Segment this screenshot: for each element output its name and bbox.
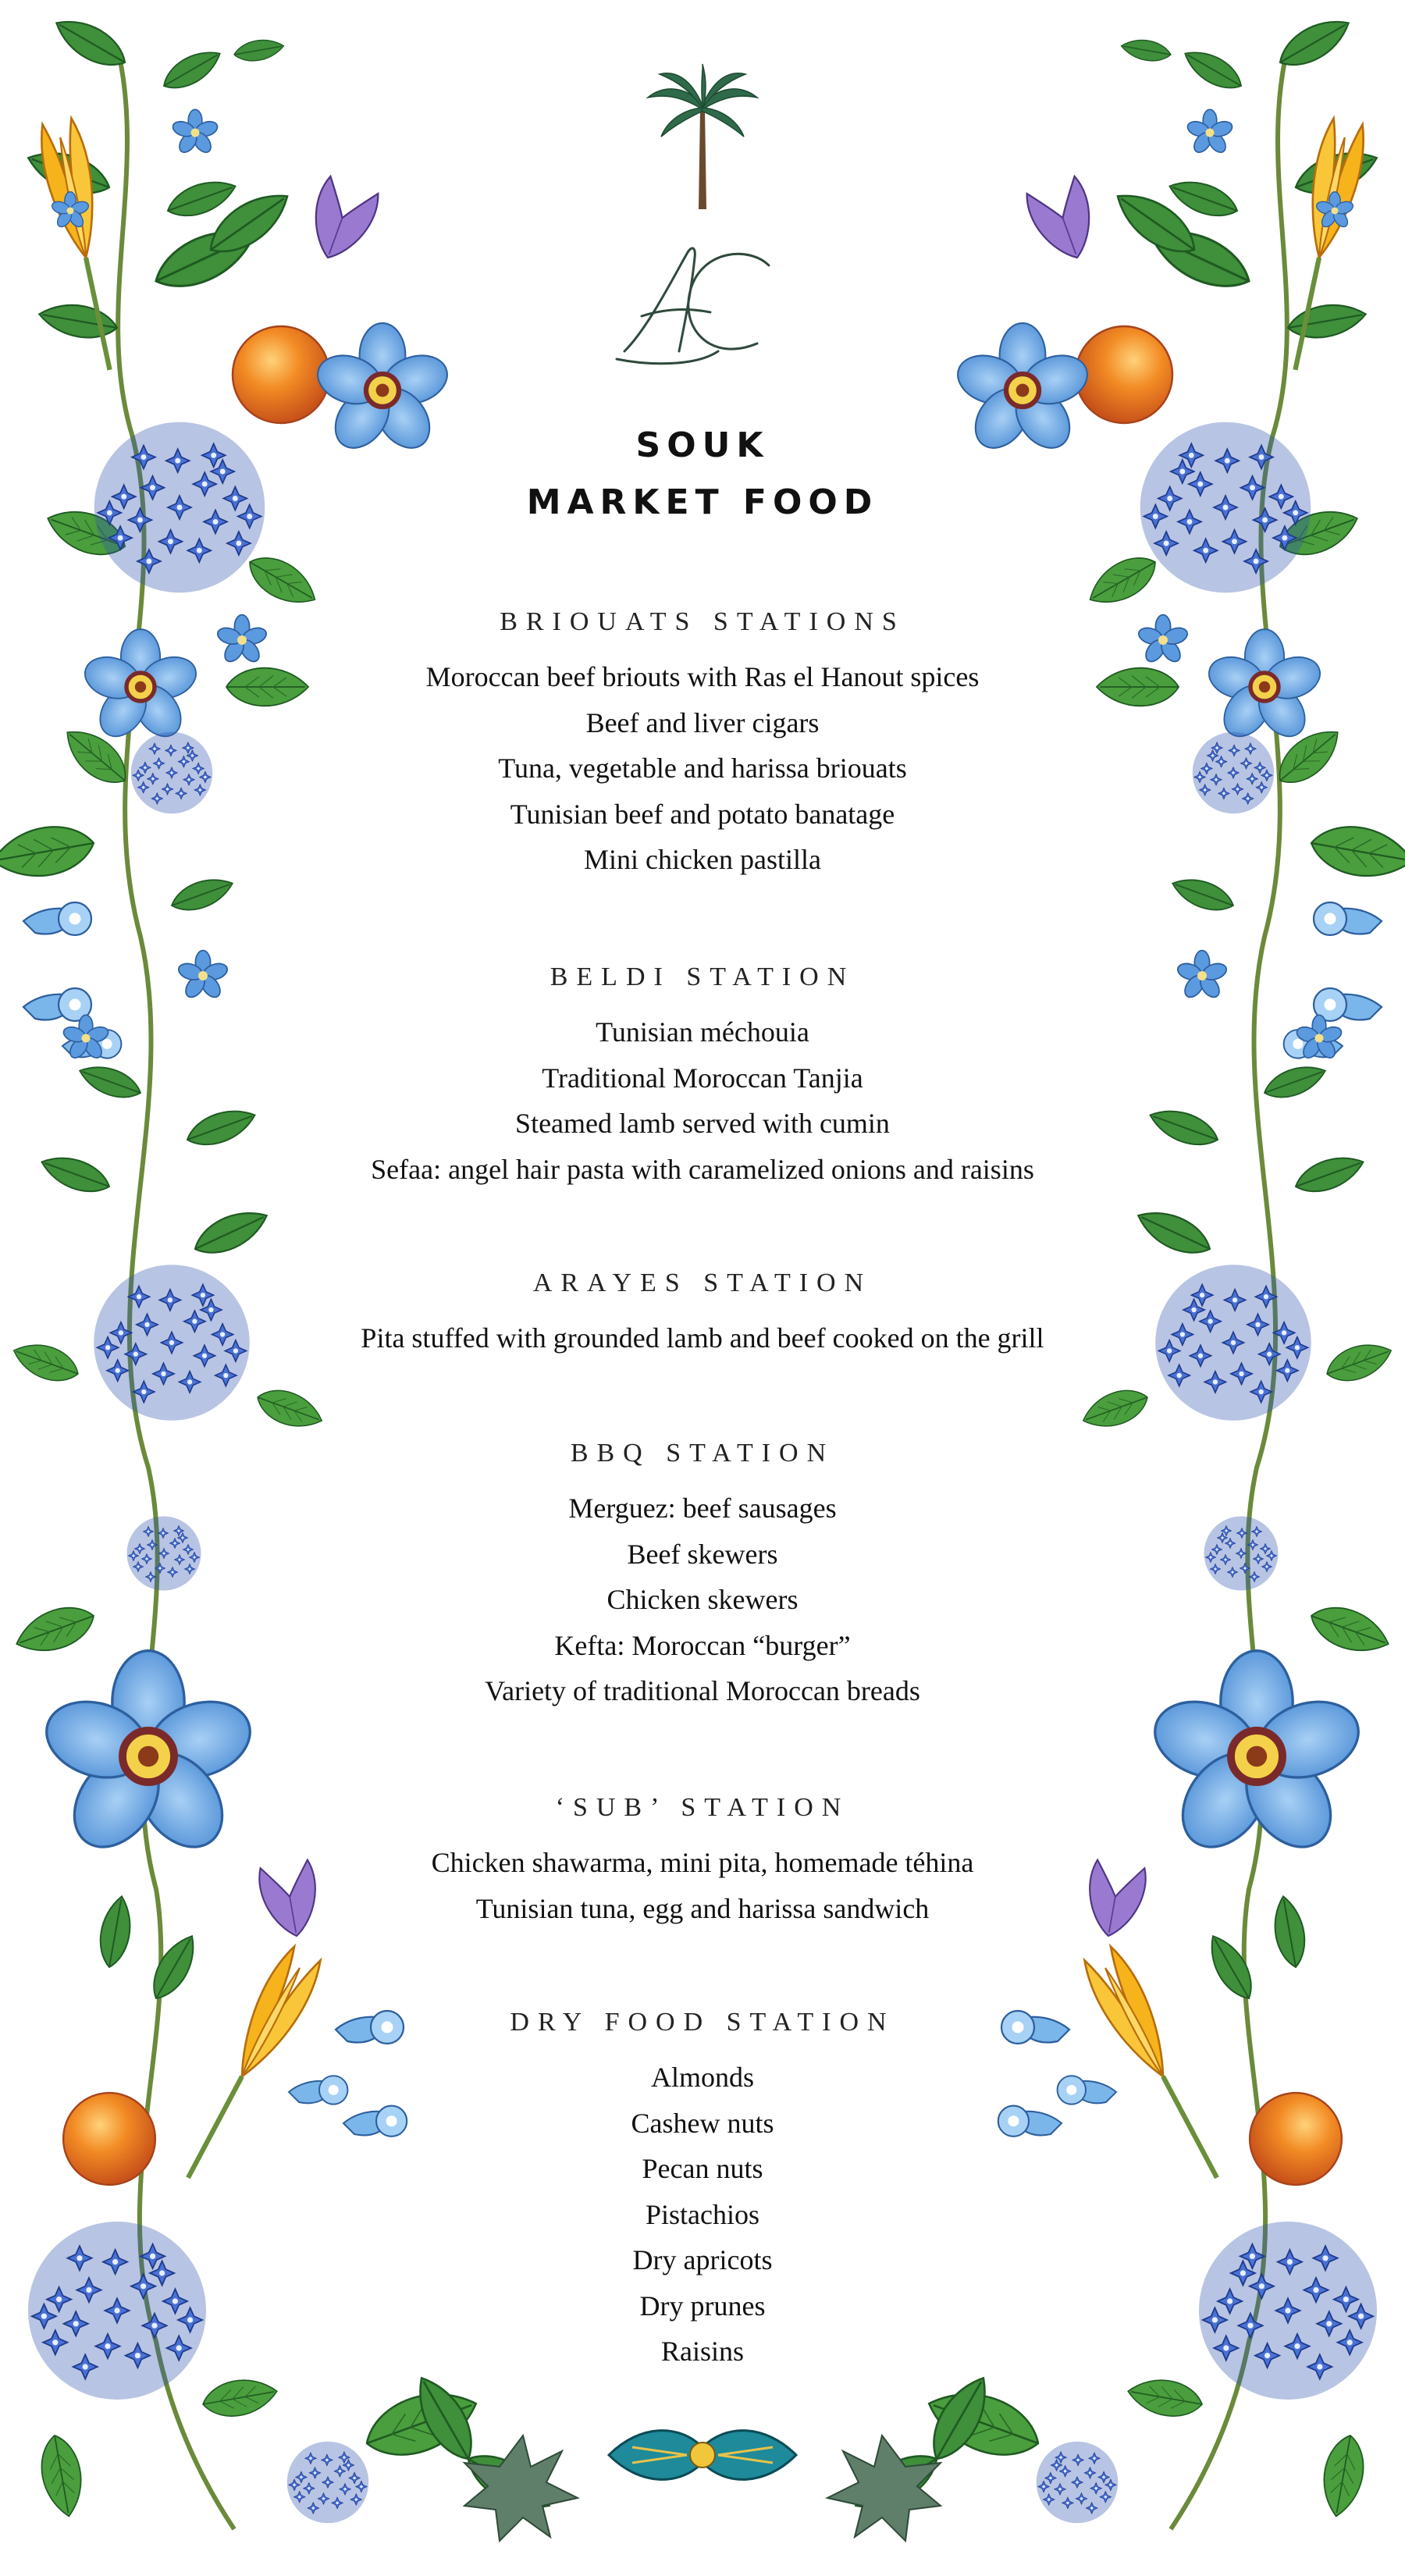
- menu-item: Beef skewers: [627, 1538, 778, 1570]
- menu-item: Tunisian beef and potato banatage: [510, 798, 895, 830]
- menu-item: Pecan nuts: [642, 2153, 763, 2184]
- palm-tree-icon: [644, 62, 761, 211]
- section-heading: BRIOUATS STATIONS: [500, 607, 905, 636]
- menu-item: Almonds: [650, 2062, 754, 2093]
- menu-item: Variety of traditional Moroccan breads: [485, 1675, 920, 1706]
- bottom-center-blossom: [609, 2431, 796, 2480]
- menu-item: Pistachios: [645, 2198, 759, 2230]
- menu-item: Traditional Moroccan Tanjia: [542, 1062, 863, 1094]
- menu-item: Chicken shawarma, mini pita, homemade téhina: [431, 1847, 974, 1878]
- menu-item: Mini chicken pastilla: [584, 844, 821, 875]
- menu-item: Dry prunes: [639, 2290, 766, 2322]
- menu-item: Dry apricots: [632, 2244, 773, 2275]
- menu-title-line2: MARKET FOOD: [526, 482, 879, 522]
- section-heading: BBQ STATION: [570, 1439, 835, 1468]
- menu-item: Sefaa: angel hair pasta with caramelized onions and raisins: [371, 1153, 1034, 1185]
- menu-item: Merguez: beef sausages: [568, 1493, 837, 1524]
- section-sub: [234, 1793, 1171, 1931]
- section-briouats: [234, 607, 1171, 883]
- section-bbq: [234, 1439, 1171, 1714]
- section-beldi: [234, 962, 1171, 1192]
- menu-item: Pita stuffed with grounded lamb and beef cooked on the grill: [361, 1322, 1044, 1354]
- section-arayes: [234, 1268, 1171, 1361]
- section-heading: ARAYES STATION: [532, 1268, 873, 1297]
- menu-item: Beef and liver cigars: [585, 706, 820, 738]
- menu-item: Raisins: [660, 2336, 744, 2367]
- menu-title-line1: SOUK: [635, 425, 770, 465]
- menu-item: Moroccan beef briouts with Ras el Hanout spices: [425, 661, 980, 692]
- menu-item: Tunisian tuna, egg and harissa sandwich: [475, 1892, 930, 1924]
- monogram-logo: [601, 234, 804, 371]
- menu-item: Tunisian méchouia: [596, 1016, 809, 1048]
- menu-item: Chicken skewers: [606, 1584, 799, 1615]
- section-heading: BELDI STATION: [550, 962, 855, 991]
- section-dry-food: [234, 2008, 1171, 2375]
- section-heading: DRY FOOD STATION: [510, 2008, 895, 2037]
- menu-item: Tuna, vegetable and harissa briouats: [498, 753, 907, 784]
- menu-item: Cashew nuts: [631, 2107, 774, 2139]
- menu-item: Kefta: Moroccan “burger”: [554, 1629, 851, 1661]
- section-heading: ‘SUB’ STATION: [555, 1793, 850, 1822]
- menu-item: Steamed lamb served with cumin: [515, 1108, 890, 1139]
